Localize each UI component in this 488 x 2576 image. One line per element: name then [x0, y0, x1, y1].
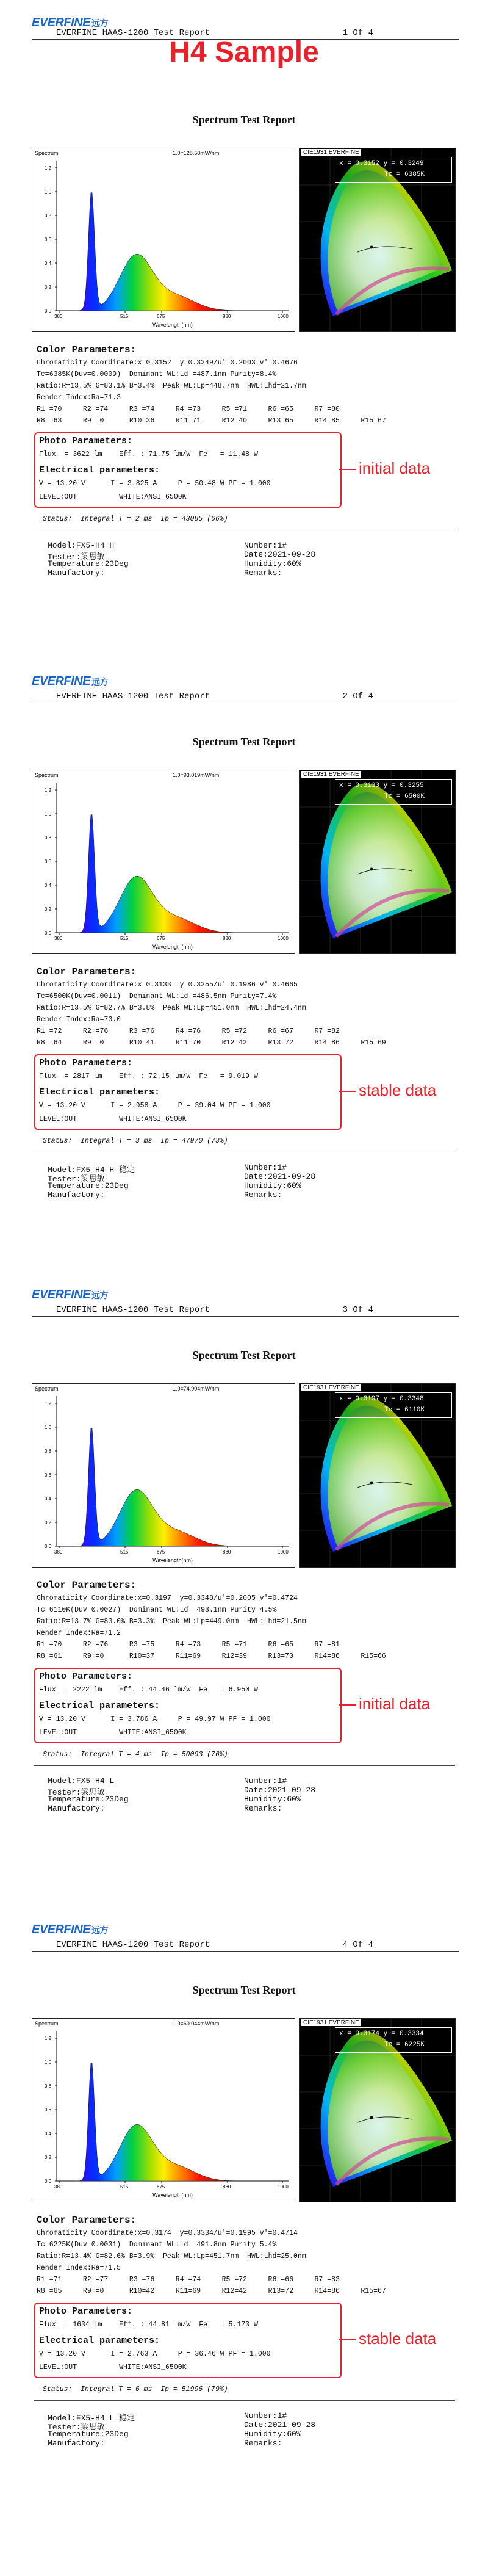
y-tick-label: 1.0	[45, 1425, 52, 1430]
photo-electrical-box	[34, 432, 342, 508]
color-param-line: R1 =72 R2 =76 R3 =76 R4 =76 R5 =72 R6 =67 R7 =82	[37, 1027, 340, 1035]
logo-cn: 远方	[92, 677, 109, 687]
status-line: Status: Integral T = 2 ms Ip = 43085 (66%)	[43, 515, 228, 523]
photo-params-heading: Photo Parameters:	[39, 2306, 133, 2317]
y-tick-label: 0.0	[45, 2179, 52, 2184]
y-tick-label: 0.4	[45, 883, 52, 888]
spectrum-label: Spectrum	[35, 1386, 59, 1392]
status-line: Status: Integral T = 6 ms Ip = 51996 (79%)	[43, 2386, 228, 2393]
cie-readout	[335, 1392, 452, 1418]
model: Model:FX5-H4 L	[48, 1776, 115, 1785]
wavelength-label: Wavelength(nm)	[152, 1557, 193, 1563]
y-tick-label: 0.6	[45, 1472, 52, 1478]
y-tick-label: 1.0	[45, 2060, 52, 2065]
color-param-line: R8 =61 R9 =0 R10=37 R11=69 R12=39 R13=70 R14=86 R15=66	[37, 1652, 386, 1660]
report-header	[32, 692, 459, 703]
photo-electrical-box	[34, 1054, 342, 1130]
divider	[34, 1765, 455, 1766]
x-tick-label: 880	[223, 1549, 231, 1555]
remarks: Remarks:	[244, 568, 282, 577]
x-tick-label: 380	[54, 1549, 63, 1555]
y-tick-label: 0.8	[45, 1449, 52, 1454]
x-tick-label: 675	[157, 2184, 165, 2190]
cie-tc: Tc = 6225K	[384, 2041, 425, 2049]
logo-brand: EVERFINE	[32, 16, 91, 29]
y-tick-label: 0.8	[45, 835, 52, 841]
photo-electrical-box	[34, 2303, 342, 2378]
date: Date:2021-09-28	[244, 1785, 316, 1795]
report-title: Spectrum Test Report	[192, 114, 296, 126]
color-param-line: Ratio:R=13.7% G=83.0% B=3.3% Peak WL:Lp=449.0nm HWL:Lhd=21.5nm	[37, 1618, 306, 1626]
data-annotation: stable data	[359, 2329, 437, 2348]
spectrum-svg	[32, 1384, 295, 1567]
number: Number:1#	[244, 2411, 287, 2420]
spectrum-label: Spectrum	[35, 2021, 59, 2027]
brand-logo	[32, 1923, 108, 1937]
electrical-params-heading: Electrical parameters:	[39, 1701, 160, 1711]
y-tick-label: 0.8	[45, 213, 52, 219]
temperature: Temperature:23Deg	[48, 2429, 129, 2439]
manufactory: Manufactory:	[48, 2439, 105, 2448]
color-param-line: R1 =70 R2 =76 R3 =75 R4 =73 R5 =71 R6 =65 R7 =81	[37, 1641, 340, 1649]
temperature: Temperature:23Deg	[48, 1795, 129, 1804]
electrical-line: V = 13.20 V I = 2.763 A P = 36.46 W PF = 1.000	[39, 2350, 271, 2358]
cie-diagram	[299, 770, 456, 954]
tester: Tester:梁思敏	[48, 2423, 105, 2432]
spectrum-svg	[32, 148, 295, 331]
cie-label: CIE1931 EVERFINE	[301, 2019, 361, 2026]
cie-tc: Tc = 6110K	[384, 1406, 425, 1414]
report-title: Spectrum Test Report	[192, 736, 296, 748]
cie-label: CIE1931 EVERFINE	[301, 149, 361, 156]
report-title: Spectrum Test Report	[192, 1349, 296, 1361]
color-param-line: Render Index:Ra=71.3	[37, 394, 121, 402]
humidity: Humidity:60%	[244, 559, 301, 568]
cie-xy: x = 0.3152 y = 0.3249	[339, 160, 424, 167]
level-line: LEVEL:OUT WHITE:ANSI_6500K	[39, 1115, 187, 1123]
report-header-left: EVERFINE HAAS-1200 Test Report	[56, 1305, 210, 1315]
report-header	[32, 1305, 459, 1317]
color-param-line: Render Index:Ra=73.0	[37, 1016, 121, 1024]
cie-gamut-fill	[328, 2041, 443, 2181]
number: Number:1#	[244, 541, 287, 550]
color-param-line: Tc=6225K(Duv=0.0031) Dominant WL:Ld =491.8nm Purity=5.4%	[37, 2241, 277, 2249]
y-tick-label: 0.0	[45, 930, 52, 936]
color-params-heading: Color Parameters:	[37, 2215, 137, 2226]
photo-electrical-box	[34, 1668, 342, 1743]
y-tick-label: 0.2	[45, 1520, 52, 1525]
page-number: 3 Of 4	[342, 1305, 373, 1315]
x-tick-label: 515	[120, 1549, 129, 1555]
wavelength-label: Wavelength(nm)	[152, 944, 193, 950]
number: Number:1#	[244, 1776, 287, 1785]
page-number: 4 Of 4	[342, 1940, 373, 1950]
cie-gamut-fill	[328, 1406, 443, 1546]
annotation-arrow	[339, 2339, 356, 2340]
data-annotation: initial data	[359, 1695, 431, 1713]
y-tick-label: 0.4	[45, 2131, 52, 2136]
report-page	[0, 675, 488, 1328]
spectrum-chart	[32, 148, 295, 332]
y-tick-label: 1.2	[45, 2036, 52, 2041]
color-params-heading: Color Parameters:	[37, 344, 137, 355]
manufactory: Manufactory:	[48, 1804, 105, 1813]
cie-xy: x = 0.3197 y = 0.3348	[339, 1395, 424, 1403]
spectrum-curve	[75, 815, 234, 933]
spectrum-curve	[75, 193, 234, 311]
y-tick-label: 1.0	[45, 811, 52, 817]
y-tick-label: 0.2	[45, 906, 52, 912]
temperature: Temperature:23Deg	[48, 1181, 129, 1190]
manufactory: Manufactory:	[48, 1190, 105, 1199]
photo-params-heading: Photo Parameters:	[39, 1671, 133, 1682]
cie-diagram	[299, 148, 456, 332]
electrical-params-heading: Electrical parameters:	[39, 465, 160, 476]
page-number: 1 Of 4	[342, 28, 373, 38]
x-tick-label: 880	[223, 2184, 231, 2190]
spectrum-chart	[32, 2018, 295, 2202]
report-title: Spectrum Test Report	[192, 1984, 296, 1996]
logo-cn: 远方	[92, 1290, 109, 1300]
electrical-line: V = 13.20 V I = 2.958 A P = 39.04 W PF = 1.000	[39, 1102, 271, 1110]
color-param-line: Ratio:R=13.5% G=82.7% B=3.8% Peak WL:Lp=451.0nm HWL:Lhd=24.4nm	[37, 1004, 306, 1012]
cie-diagram	[299, 2018, 456, 2202]
manufactory: Manufactory:	[48, 568, 105, 577]
x-tick-label: 880	[223, 314, 231, 319]
annotation-arrow	[339, 1704, 356, 1706]
cie-point	[370, 2116, 373, 2119]
report-header-left: EVERFINE HAAS-1200 Test Report	[56, 28, 210, 38]
spectrum-curve	[75, 1428, 234, 1547]
cie-label: CIE1931 EVERFINE	[301, 1384, 361, 1391]
color-param-line: R8 =65 R9 =0 R10=42 R11=69 R12=42 R13=72 R14=86 R15=67	[37, 2287, 386, 2295]
humidity: Humidity:60%	[244, 2429, 301, 2439]
y-tick-label: 1.2	[45, 1401, 52, 1406]
color-params-heading: Color Parameters:	[37, 966, 137, 977]
y-tick-label: 0.2	[45, 284, 52, 290]
cie-gamut-fill	[328, 170, 443, 311]
humidity: Humidity:60%	[244, 1795, 301, 1804]
status-line: Status: Integral T = 3 ms Ip = 47970 (73%)	[43, 1137, 228, 1145]
model: Model:FX5-H4 H	[48, 541, 115, 550]
spectrum-curve	[75, 2063, 234, 2182]
model: Model:FX5-H4 L 稳定	[48, 2414, 135, 2423]
y-tick-label: 0.4	[45, 1496, 52, 1502]
humidity: Humidity:60%	[244, 1181, 301, 1190]
y-tick-label: 1.2	[45, 787, 52, 793]
logo-brand: EVERFINE	[32, 1288, 91, 1301]
x-tick-label: 515	[120, 2184, 129, 2190]
flux-line: Flux = 1634 lm Eff. : 44.81 lm/W Fe = 5.173 W	[39, 2321, 258, 2329]
flux-line: Flux = 3622 lm Eff. : 71.75 lm/W Fe = 11.48 W	[39, 450, 258, 458]
y-tick-label: 0.6	[45, 237, 52, 242]
date: Date:2021-09-28	[244, 2420, 316, 2429]
number: Number:1#	[244, 1163, 287, 1172]
x-tick-label: 380	[54, 936, 63, 941]
report-page	[0, 1923, 488, 2576]
report-header	[32, 1940, 459, 1952]
x-tick-label: 675	[157, 314, 165, 319]
spectrum-svg	[32, 2019, 295, 2202]
cie-readout	[335, 779, 452, 805]
flux-line: Flux = 2222 lm Eff. : 44.46 lm/W Fe = 6.950 W	[39, 1686, 258, 1694]
x-tick-label: 675	[157, 1549, 165, 1555]
cie-gamut-fill	[328, 792, 443, 933]
data-annotation: initial data	[359, 459, 431, 477]
data-annotation: stable data	[359, 1081, 437, 1099]
color-param-line: R8 =63 R9 =0 R10=36 R11=71 R12=40 R13=65 R14=85 R15=67	[37, 417, 386, 425]
brand-logo	[32, 675, 108, 689]
logo-cn: 远方	[92, 1925, 109, 1935]
color-params-heading: Color Parameters:	[37, 1580, 137, 1591]
electrical-line: V = 13.20 V I = 3.786 A P = 49.97 W PF = 1.000	[39, 1715, 271, 1723]
cie-xy: x = 0.3133 y = 0.3255	[339, 782, 424, 789]
tester: Tester:梁思敏	[48, 1174, 105, 1184]
y-tick-label: 0.2	[45, 2155, 52, 2160]
color-param-line: R8 =64 R9 =0 R10=41 R11=70 R12=42 R13=72 R14=86 R15=69	[37, 1039, 386, 1047]
flux-line: Flux = 2817 lm Eff. : 72.15 lm/W Fe = 9.019 W	[39, 1073, 258, 1080]
x-tick-label: 1000	[278, 314, 289, 319]
wavelength-label: Wavelength(nm)	[152, 2192, 193, 2198]
cie-label: CIE1931 EVERFINE	[301, 771, 361, 778]
spectrum-label: Spectrum	[35, 150, 59, 156]
color-param-line: Render Index:Ra=71.5	[37, 2264, 121, 2272]
photo-params-heading: Photo Parameters:	[39, 1058, 133, 1068]
report-header-left: EVERFINE HAAS-1200 Test Report	[56, 692, 210, 701]
y-tick-label: 0.0	[45, 1544, 52, 1549]
spectrum-max-label: 1.0=74.904mW/nm	[173, 1386, 220, 1392]
annotation-arrow	[339, 469, 356, 470]
x-tick-label: 380	[54, 2184, 63, 2190]
cie-point	[370, 246, 373, 249]
x-tick-label: 880	[223, 936, 231, 941]
remarks: Remarks:	[244, 1190, 282, 1199]
tester: Tester:梁思敏	[48, 552, 105, 562]
main-title: H4 Sample	[169, 36, 319, 68]
wavelength-label: Wavelength(nm)	[152, 322, 193, 328]
color-param-line: Tc=6500K(Duv=0.0011) Dominant WL:Ld =486.5nm Purity=7.4%	[37, 993, 277, 1000]
color-param-line: Ratio:R=13.5% G=83.1% B=3.4% Peak WL:Lp=448.7nm HWL:Lhd=21.7nm	[37, 382, 306, 390]
spectrum-max-label: 1.0=128.58mW/nm	[173, 150, 220, 156]
report-header-left: EVERFINE HAAS-1200 Test Report	[56, 1940, 210, 1950]
spectrum-label: Spectrum	[35, 772, 59, 778]
electrical-params-heading: Electrical parameters:	[39, 1087, 160, 1098]
color-param-line: Chromaticity Coordinate:x=0.3174 y=0.3334/u'=0.1995 v'=0.4714	[37, 2229, 298, 2237]
y-tick-label: 0.6	[45, 859, 52, 864]
color-param-line: Chromaticity Coordinate:x=0.3197 y=0.3348/u'=0.2005 v'=0.4724	[37, 1594, 298, 1602]
y-tick-label: 0.6	[45, 2107, 52, 2113]
color-param-line: R1 =71 R2 =77 R3 =76 R4 =74 R5 =72 R6 =66 R7 =83	[37, 2276, 340, 2284]
remarks: Remarks:	[244, 2439, 282, 2448]
logo-cn: 远方	[92, 18, 109, 28]
color-param-line: Ratio:R=13.4% G=82.6% B=3.9% Peak WL:Lp=451.7nm HWL:Lhd=25.0nm	[37, 2252, 306, 2260]
level-line: LEVEL:OUT WHITE:ANSI_6500K	[39, 2364, 187, 2372]
x-tick-label: 380	[54, 314, 63, 319]
remarks: Remarks:	[244, 1804, 282, 1813]
date: Date:2021-09-28	[244, 1172, 316, 1181]
y-tick-label: 1.2	[45, 165, 52, 171]
level-line: LEVEL:OUT WHITE:ANSI_6500K	[39, 493, 187, 501]
cie-point	[370, 868, 373, 871]
cie-diagram	[299, 1383, 456, 1568]
x-tick-label: 1000	[278, 936, 289, 941]
spectrum-max-label: 1.0=93.019mW/nm	[173, 772, 220, 778]
annotation-arrow	[339, 1091, 356, 1092]
tester: Tester:梁思敏	[48, 1788, 105, 1797]
electrical-line: V = 13.20 V I = 3.825 A P = 50.48 W PF = 1.000	[39, 480, 271, 488]
color-param-line: Tc=6110K(Duv=0.0027) Dominant WL:Ld =493.1nm Purity=4.5%	[37, 1606, 277, 1614]
color-param-line: Chromaticity Coordinate:x=0.3133 y=0.3255/u'=0.1986 v'=0.4665	[37, 981, 298, 989]
cie-point	[370, 1482, 373, 1485]
spectrum-chart	[32, 1383, 295, 1568]
color-param-line: Chromaticity Coordinate:x=0.3152 y=0.3249/u'=0.2003 v'=0.4676	[37, 359, 298, 367]
report-page	[0, 85, 488, 726]
electrical-params-heading: Electrical parameters:	[39, 2335, 160, 2346]
y-tick-label: 0.0	[45, 308, 52, 314]
cie-tc: Tc = 6500K	[384, 793, 425, 800]
x-tick-label: 1000	[278, 1549, 289, 1555]
level-line: LEVEL:OUT WHITE:ANSI_6500K	[39, 1729, 187, 1737]
spectrum-svg	[32, 770, 295, 953]
spectrum-chart	[32, 770, 295, 954]
x-tick-label: 515	[120, 314, 129, 319]
logo-brand: EVERFINE	[32, 1923, 91, 1936]
temperature: Temperature:23Deg	[48, 559, 129, 568]
report-page	[0, 1288, 488, 1941]
status-line: Status: Integral T = 4 ms Ip = 50093 (76%)	[43, 1751, 228, 1759]
color-param-line: R1 =70 R2 =74 R3 =74 R4 =73 R5 =71 R6 =65 R7 =80	[37, 405, 340, 413]
spectrum-max-label: 1.0=60.044mW/nm	[173, 2021, 220, 2027]
cie-xy: x = 0.3174 y = 0.3334	[339, 2030, 424, 2038]
divider	[34, 2400, 455, 2401]
x-tick-label: 675	[157, 936, 165, 941]
y-tick-label: 0.8	[45, 2083, 52, 2089]
x-tick-label: 1000	[278, 2184, 289, 2190]
cie-tc: Tc = 6385K	[384, 171, 425, 178]
model: Model:FX5-H4 H 稳定	[48, 1165, 135, 1174]
x-tick-label: 515	[120, 936, 129, 941]
logo-brand: EVERFINE	[32, 675, 91, 688]
cie-readout	[335, 157, 452, 183]
cie-readout	[335, 2027, 452, 2053]
brand-logo	[32, 1288, 108, 1302]
photo-params-heading: Photo Parameters:	[39, 436, 133, 446]
color-param-line: Render Index:Ra=71.2	[37, 1629, 121, 1637]
date: Date:2021-09-28	[244, 550, 316, 559]
y-tick-label: 0.4	[45, 261, 52, 266]
page-number: 2 Of 4	[342, 692, 373, 701]
color-param-line: Tc=6385K(Duv=0.0009) Dominant WL:Ld =487.1nm Purity=8.4%	[37, 371, 277, 378]
y-tick-label: 1.0	[45, 189, 52, 195]
